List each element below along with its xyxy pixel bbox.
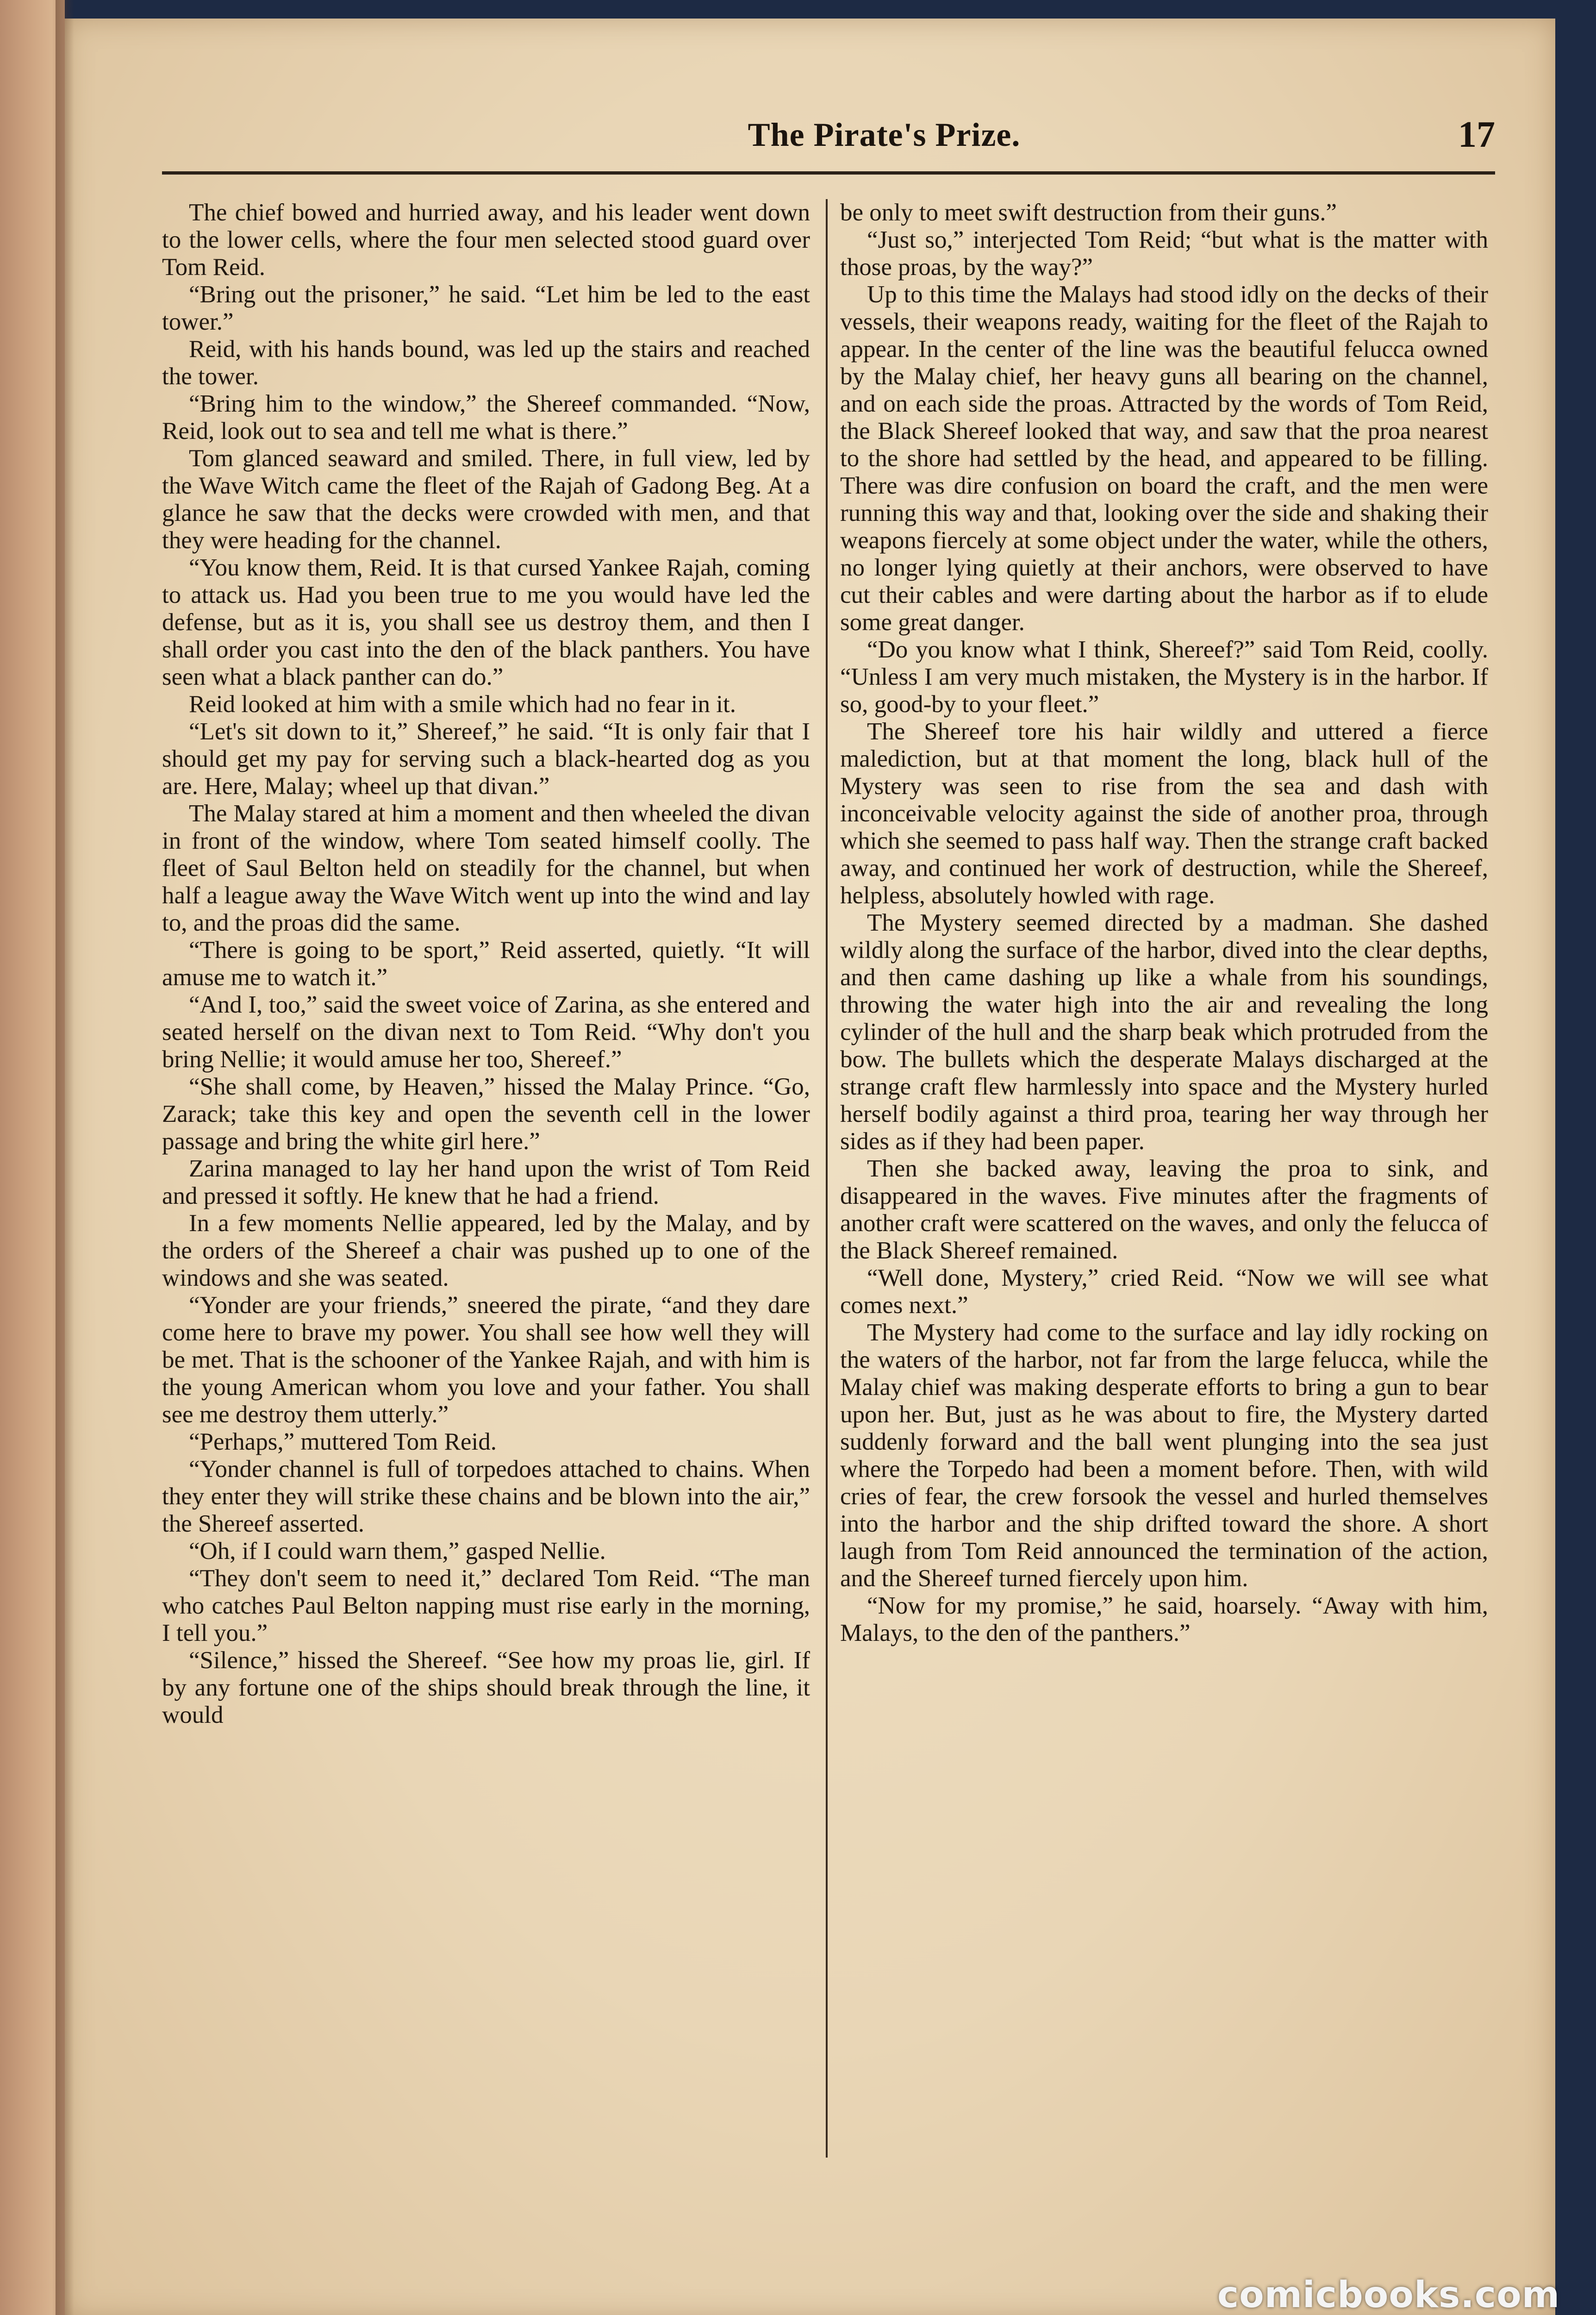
paragraph: In a few moments Nellie appeared, led by the Malay, and by the orders of the Shereef a chair was pushed up to one of the windows and she was seated.: [162, 1210, 810, 1291]
paragraph: “Silence,” hissed the Shereef. “See how my proas lie, girl. If by any fortune one of the ships should break through the line, it would: [162, 1647, 810, 1728]
paragraph: “Oh, if I could warn them,” gasped Nellie.: [189, 1538, 606, 1564]
paragraph: “Now for my promise,” he said, hoarsely. “Away with him, Malays, to the den of the panthers.”: [840, 1592, 1488, 1646]
text-column-left: [162, 199, 810, 2158]
paragraph: Up to this time the Malays had stood idly on the decks of their vessels, their weapons ready, waiting for the fleet of the Rajah to appear. In the center of the line was the beautiful felucca owned by the Malay chief, her heavy guns all bearing on the channel, and on each side the proas. Attracted by the words of Tom Reid, the Black Shereef looked that way, and saw that the proa nearest to the shore had settled by the head, and appeared to be filling. There was dire confusion on board the craft, and the men were running this way and that, looking over the side and shaking their weapons fiercely at some object under the water, while the others, no longer lying quietly at their anchors, were observed to have cut their cables and were darting about the harbor as if to elude some great danger.: [840, 281, 1488, 636]
paragraph: Reid, with his hands bound, was led up the stairs and reached the tower.: [162, 336, 810, 390]
paragraph: “She shall come, by Heaven,” hissed the Malay Prince. “Go, Zarack; take this key and open the seventh cell in the lower passage and bring the white girl here.”: [162, 1073, 810, 1155]
header-rule: [162, 171, 1495, 175]
paragraph: be only to meet swift destruction from their guns.”: [840, 199, 1337, 226]
paragraph: Reid looked at him with a smile which had no fear in it.: [189, 691, 736, 718]
paragraph: Tom glanced seaward and smiled. There, in full view, led by the Wave Witch came the fleet of the Rajah of Gadong Beg. At a glance he saw that the decks were crowded with men, and that they were heading for the channel.: [162, 445, 810, 554]
paragraph: Then she backed away, leaving the proa to sink, and disappeared in the waves. Five minutes after the fragments of another craft were scattered on the waves, and only the felucca of the Black Shereef remained.: [840, 1155, 1488, 1264]
paragraph: “And I, too,” said the sweet voice of Zarina, as she entered and seated herself on the divan next to Tom Reid. “Why don't you bring Nellie; it would amuse her too, Shereef.”: [162, 991, 810, 1073]
watermark: comicbooks.com: [1217, 2274, 1560, 2315]
paragraph: “Well done, Mystery,” cried Reid. “Now we will see what comes next.”: [840, 1264, 1488, 1319]
column-divider: [826, 199, 828, 2158]
running-title: The Pirate's Prize.: [748, 116, 1021, 153]
paragraph: “You know them, Reid. It is that cursed Yankee Rajah, coming to attack us. Had you been true to me you would have led the defense, but as it is, you shall see us destroy them, and then I shall order you cast into the den of the black panthers. You have seen what a black panther can do.”: [162, 554, 810, 690]
paragraph: “Just so,” interjected Tom Reid; “but what is the matter with those proas, by the way?”: [840, 226, 1488, 281]
paragraph: “Perhaps,” muttered Tom Reid.: [189, 1428, 497, 1455]
paragraph: The Malay stared at him a moment and then wheeled the divan in front of the window, where Tom seated himself coolly. The fleet of Saul Belton held on steadily for the channel, but when half a league away the Wave Witch went up into the wind and lay to, and the proas did the same.: [162, 800, 810, 936]
gutter-shadow: [56, 0, 74, 2315]
page-header: [97, 116, 1495, 167]
paragraph: “Bring him to the window,” the Shereef commanded. “Now, Reid, look out to sea and tell me what is there.”: [162, 390, 810, 444]
paragraph: “Do you know what I think, Shereef?” said Tom Reid, coolly. “Unless I am very much mistaken, the Mystery is in the harbor. If so, good-by to your fleet.”: [840, 636, 1488, 718]
paragraph: “They don't seem to need it,” declared Tom Reid. “The man who catches Paul Belton napping must rise early in the morning, I tell you.”: [162, 1565, 810, 1646]
paragraph: “Let's sit down to it,” Shereef,” he said. “It is only fair that I should get my pay for serving such a black-hearted dog as you are. Here, Malay; wheel up that divan.”: [162, 718, 810, 800]
paragraph: The Mystery had come to the surface and lay idly rocking on the waters of the harbor, not far from the large felucca, while the Malay chief was making desperate efforts to bring a gun to bear upon her. But, just as he was about to fire, the Mystery darted suddenly forward and the ball went plunging into the sea just where the Torpedo had been a moment before. Then, with wild cries of fear, the crew forsook the vessel and hurled themselves into the harbor and the ship drifted toward the shore. A short laugh from Tom Reid announced the termination of the action, and the Shereef turned fiercely upon him.: [840, 1319, 1488, 1592]
paragraph: “Yonder are your friends,” sneered the pirate, “and they dare come here to brave my power. You shall see how well they will be met. That is the schooner of the Yankee Rajah, and with him is the young American whom you love and your father. You shall see me destroy them utterly.”: [162, 1292, 810, 1428]
text-column-right: [840, 199, 1488, 2158]
paragraph: “Bring out the prisoner,” he said. “Let him be led to the east tower.”: [162, 281, 810, 335]
paragraph: “There is going to be sport,” Reid asserted, quietly. “It will amuse me to watch it.”: [162, 937, 810, 991]
paragraph: The chief bowed and hurried away, and his leader went down to the lower cells, where the four men selected stood guard over Tom Reid.: [162, 199, 810, 281]
paragraph: The Mystery seemed directed by a madman. She dashed wildly along the surface of the harbor, dived into the clear depths, and then came dashing up like a whale from his soundings, throwing the water high into the air and revealing the long cylinder of the hull and the sharp beak which protruded from the bow. The bullets which the desperate Malays discharged at the strange craft flew harmlessly into space and the Mystery hurled herself bodily against a third proa, tearing her way through her sides as if they had been paper.: [840, 909, 1488, 1155]
paragraph: “Yonder channel is full of torpedoes attached to chains. When they enter they will strike these chains and be blown into the air,” the Shereef asserted.: [162, 1456, 810, 1537]
page-number: 17: [1458, 114, 1495, 155]
paragraph: The Shereef tore his hair wildly and uttered a fierce malediction, but at that moment the long, black hull of the Mystery was seen to rise from the sea and dash with inconceivable velocity against the side of another proa, through which she seemed to pass half way. Then the strange craft backed away, and continued her work of destruction, while the Shereef, helpless, absolutely howled with rage.: [840, 718, 1488, 909]
book-spine: [0, 0, 65, 2315]
paragraph: Zarina managed to lay her hand upon the wrist of Tom Reid and pressed it softly. He knew that he had a friend.: [162, 1155, 810, 1209]
